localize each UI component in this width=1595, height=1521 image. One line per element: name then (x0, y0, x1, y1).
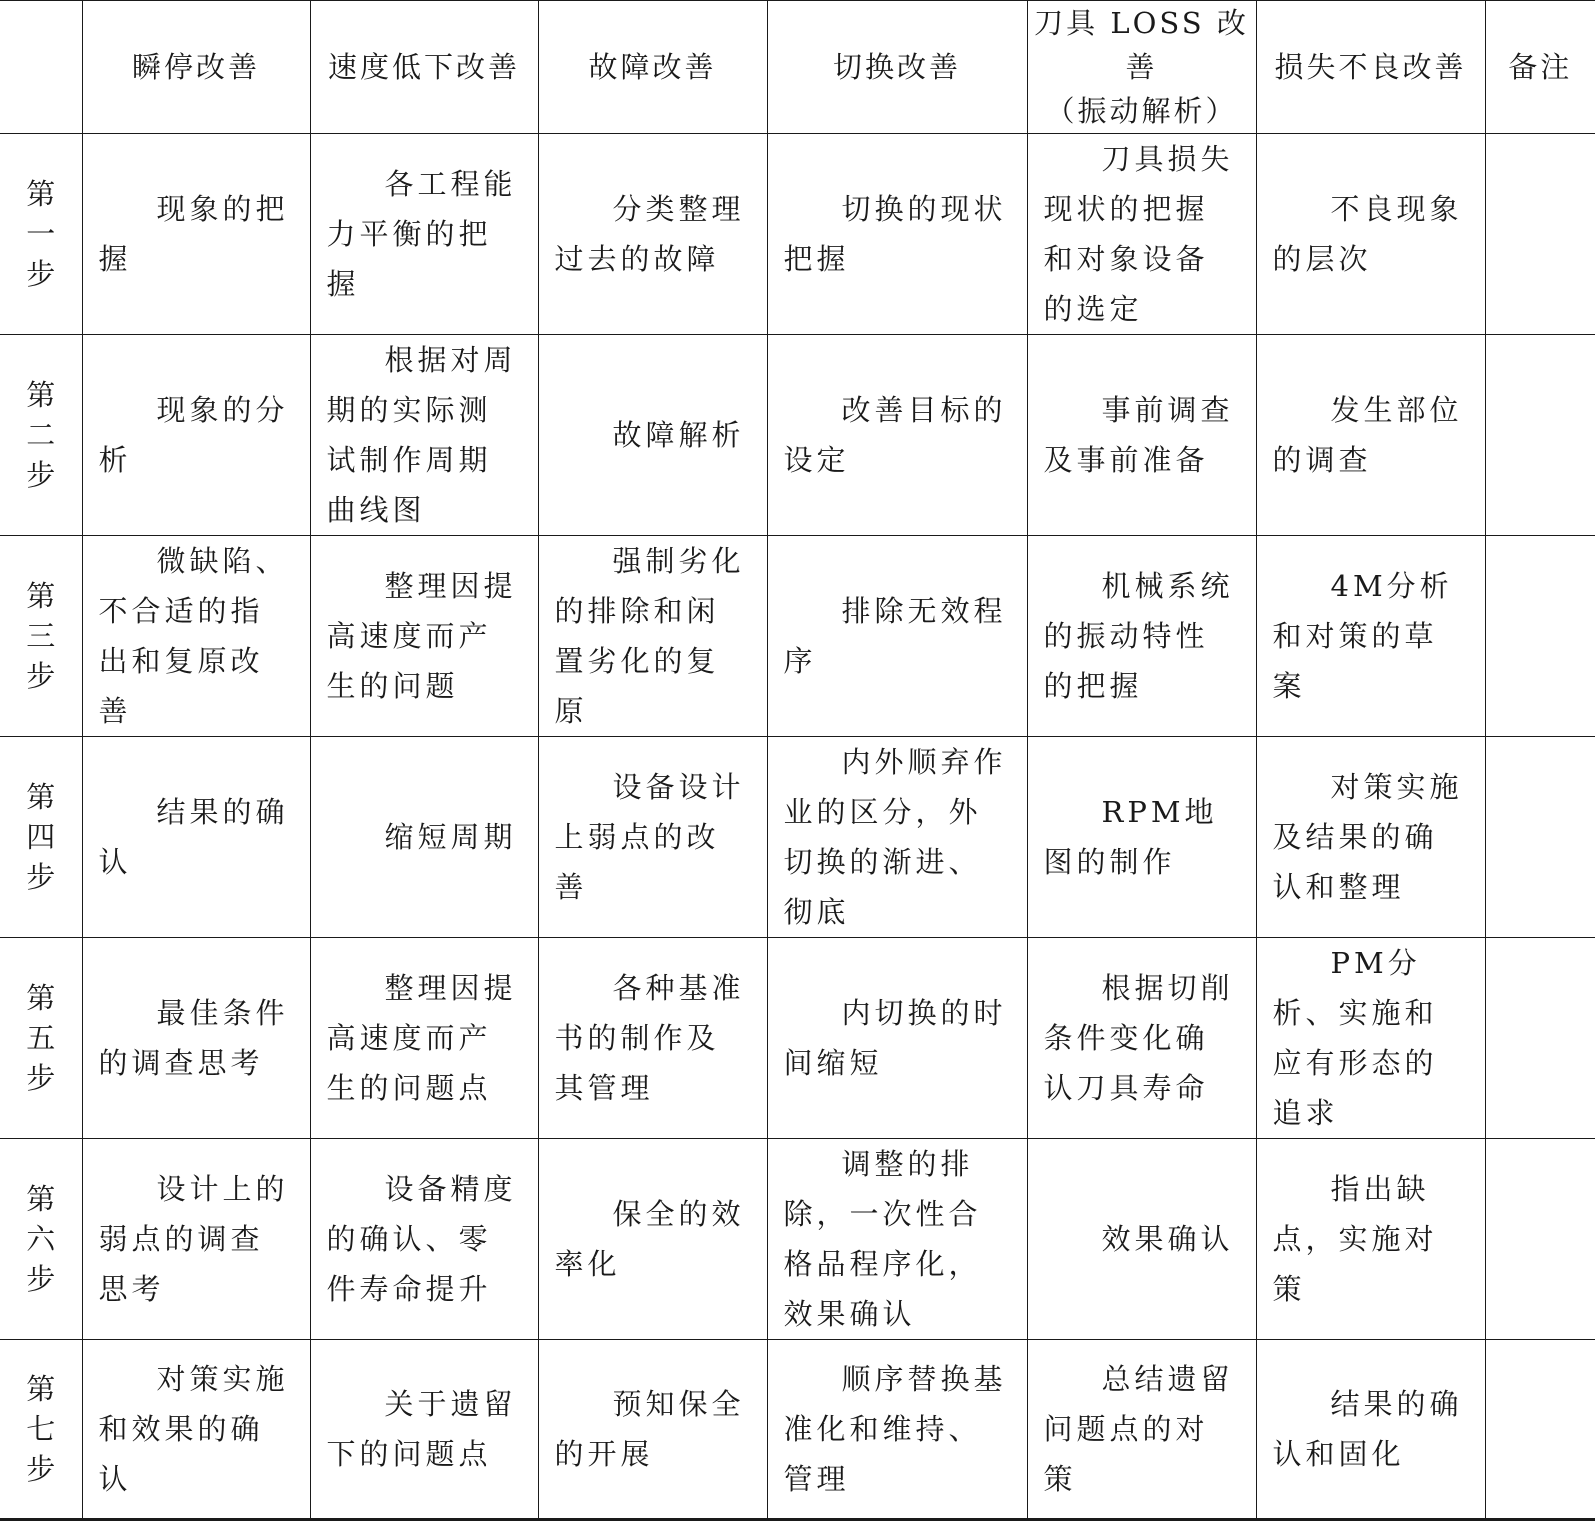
table-cell: RPM地图的制作 (1027, 737, 1256, 938)
table-cell: 设备设计上弱点的改善 (538, 737, 767, 938)
step-label: 第一步 (26, 177, 56, 291)
table-cell: 现象的分析 (82, 335, 310, 536)
table-cell: 强制劣化的排除和闲置劣化的复原 (538, 536, 767, 737)
header-remarks: 备注 (1485, 1, 1595, 134)
table-cell: 指出缺点，实施对策 (1256, 1139, 1485, 1340)
table-cell: 设计上的弱点的调查思考 (82, 1139, 310, 1340)
table-cell: 发生部位的调查 (1256, 335, 1485, 536)
step-label: 第五步 (26, 981, 56, 1095)
table-cell-remarks (1485, 536, 1595, 737)
table-cell: 根据对周期的实际测试制作周期曲线图 (310, 335, 538, 536)
step-label-cell (0, 335, 82, 536)
table-row (0, 938, 1595, 1139)
step-label: 第七步 (26, 1372, 56, 1486)
table-cell: 各种基准书的制作及其管理 (538, 938, 767, 1139)
table-cell-remarks (1485, 938, 1595, 1139)
table-cell: 调整的排除，一次性合格品程序化，效果确认 (767, 1139, 1027, 1340)
table-cell: 微缺陷、不合适的指出和复原改善 (82, 536, 310, 737)
table-cell-remarks (1485, 737, 1595, 938)
table-cell: 效果确认 (1027, 1139, 1256, 1340)
table-cell: 切换的现状把握 (767, 134, 1027, 335)
step-label-cell (0, 938, 82, 1139)
step-label: 第四步 (26, 780, 56, 894)
header-tool-loss-line1: 刀具 LOSS 改善 (1034, 6, 1249, 84)
table-cell: 对策实施和效果的确认 (82, 1340, 310, 1520)
table-cell: 不良现象的层次 (1256, 134, 1485, 335)
table-cell: 结果的确认和固化 (1256, 1340, 1485, 1520)
step-label-cell (0, 1340, 82, 1520)
table-cell-remarks (1485, 1139, 1595, 1340)
table-cell: 预知保全的开展 (538, 1340, 767, 1520)
table-cell: 排除无效程序 (767, 536, 1027, 737)
step-label-cell (0, 1139, 82, 1340)
table-cell: 刀具损失现状的把握和对象设备的选定 (1027, 134, 1256, 335)
step-label: 第六步 (26, 1182, 56, 1296)
table-cell: 事前调查及事前准备 (1027, 335, 1256, 536)
header-speed-loss: 速度低下改善 (310, 1, 538, 134)
header-momentary-stop: 瞬停改善 (82, 1, 310, 134)
table-cell: 机械系统的振动特性的把握 (1027, 536, 1256, 737)
table-cell: 内切换的时间缩短 (767, 938, 1027, 1139)
table-cell: 设备精度的确认、零件寿命提升 (310, 1139, 538, 1340)
table-cell: 4M分析和对策的草案 (1256, 536, 1485, 737)
step-label-cell (0, 134, 82, 335)
table-cell: 整理因提高速度而产生的问题点 (310, 938, 538, 1139)
table-cell: 故障解析 (538, 335, 767, 536)
header-blank (0, 1, 82, 134)
table-cell: 缩短周期 (310, 737, 538, 938)
table-cell: 保全的效率化 (538, 1139, 767, 1340)
header-tool-loss-line2: （振动解析） (1045, 94, 1238, 128)
step-label: 第二步 (26, 378, 56, 492)
header-tool-loss (1027, 1, 1256, 134)
table-cell: 总结遗留问题点的对策 (1027, 1340, 1256, 1520)
header-changeover: 切换改善 (767, 1, 1027, 134)
table-cell: 现象的把握 (82, 134, 310, 335)
table-cell: 各工程能力平衡的把握 (310, 134, 538, 335)
table-row (0, 1340, 1595, 1520)
table-cell-remarks (1485, 134, 1595, 335)
table-cell: 根据切削条件变化确认刀具寿命 (1027, 938, 1256, 1139)
table-cell: PM分析、实施和应有形态的追求 (1256, 938, 1485, 1139)
step-label-cell (0, 536, 82, 737)
step-label: 第三步 (26, 579, 56, 693)
table-cell: 分类整理过去的故障 (538, 134, 767, 335)
table-row (0, 134, 1595, 335)
table-row (0, 536, 1595, 737)
table-row (0, 737, 1595, 938)
table-row (0, 1139, 1595, 1340)
table-cell: 内外顺弃作业的区分，外切换的渐进、彻底 (767, 737, 1027, 938)
table-cell-remarks (1485, 1340, 1595, 1520)
table-cell-remarks (1485, 335, 1595, 536)
table-cell: 关于遗留下的问题点 (310, 1340, 538, 1520)
table-cell: 结果的确认 (82, 737, 310, 938)
table-cell: 整理因提高速度而产生的问题 (310, 536, 538, 737)
table-cell: 对策实施及结果的确认和整理 (1256, 737, 1485, 938)
table-row (0, 335, 1595, 536)
table-cell: 改善目标的设定 (767, 335, 1027, 536)
header-row (0, 1, 1595, 134)
table-cell: 顺序替换基准化和维持、管理 (767, 1340, 1027, 1520)
step-label-cell (0, 737, 82, 938)
header-breakdown: 故障改善 (538, 1, 767, 134)
table-cell: 最佳条件的调查思考 (82, 938, 310, 1139)
header-defect-loss: 损失不良改善 (1256, 1, 1485, 134)
